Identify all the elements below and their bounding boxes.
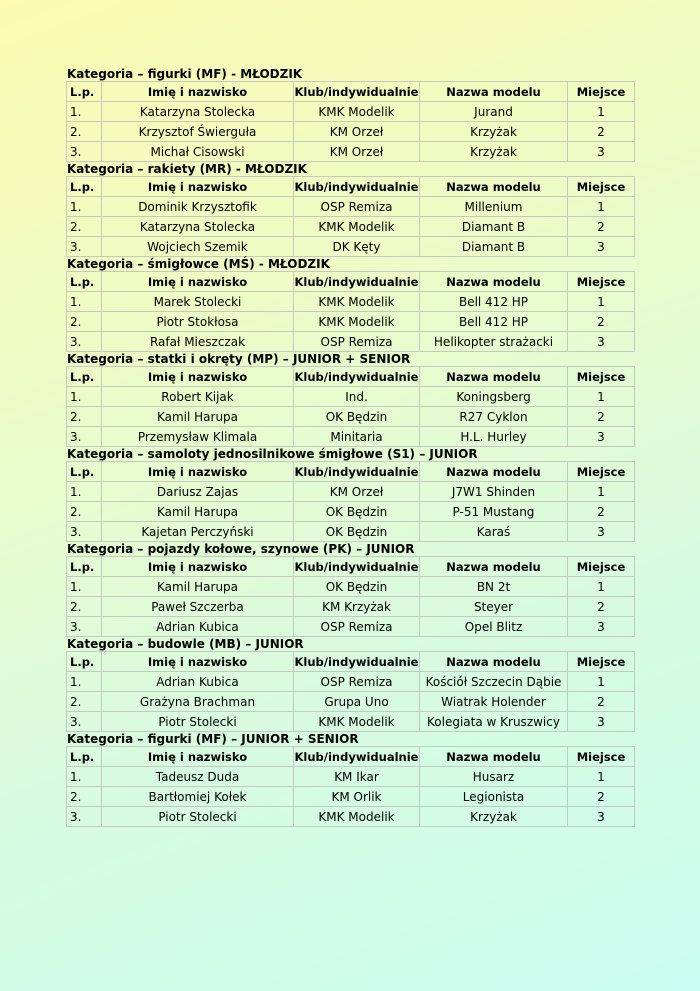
cell-club: KM Orzeł: [294, 482, 420, 502]
header-model: Nazwa modelu: [420, 82, 568, 102]
category-title: Kategoria – pojazdy kołowe, szynowe (PK) – JUNIOR: [67, 542, 415, 556]
cell-club: KMK Modelik: [294, 712, 420, 732]
table-row: [67, 197, 635, 217]
category-section: [66, 162, 634, 257]
cell-place: 1: [568, 197, 635, 217]
cell-lp: 3.: [67, 427, 102, 447]
cell-lp: 1.: [67, 482, 102, 502]
cell-place: 2: [568, 122, 635, 142]
cell-name: Michał Cisowski: [102, 142, 294, 162]
table-header-row: [67, 652, 635, 672]
cell-lp: 2.: [67, 597, 102, 617]
cell-name: Dariusz Zajas: [102, 482, 294, 502]
cell-name: Adrian Kubica: [102, 617, 294, 637]
header-club: Klub/indywidualnie: [294, 652, 420, 672]
category-title: Kategoria – figurki (MF) – JUNIOR + SENIOR: [67, 732, 359, 746]
header-club: Klub/indywidualnie: [294, 747, 420, 767]
cell-place: 2: [568, 787, 635, 807]
cell-place: 2: [568, 502, 635, 522]
header-place: Miejsce: [568, 652, 635, 672]
cell-lp: 1.: [67, 577, 102, 597]
cell-lp: 1.: [67, 387, 102, 407]
cell-place: 3: [568, 617, 635, 637]
table-row: [67, 767, 635, 787]
cell-place: 1: [568, 672, 635, 692]
cell-name: Kamil Harupa: [102, 577, 294, 597]
cell-name: Krzysztof Świerguła: [102, 122, 294, 142]
category-title: Kategoria – budowle (MB) – JUNIOR: [67, 637, 304, 651]
table-row: [67, 712, 635, 732]
category-section: [66, 637, 634, 732]
cell-lp: 2.: [67, 692, 102, 712]
cell-lp: 1.: [67, 197, 102, 217]
header-name: Imię i nazwisko: [102, 177, 294, 197]
cell-name: Paweł Szczerba: [102, 597, 294, 617]
cell-place: 1: [568, 387, 635, 407]
cell-name: Wojciech Szemik: [102, 237, 294, 257]
header-place: Miejsce: [568, 747, 635, 767]
header-lp: L.p.: [67, 82, 102, 102]
cell-club: OK Będzin: [294, 522, 420, 542]
results-table: [66, 366, 635, 447]
category-section: [66, 257, 634, 352]
cell-place: 2: [568, 407, 635, 427]
cell-club: KM Krzyżak: [294, 597, 420, 617]
cell-model: Kolegiata w Kruszwicy: [420, 712, 568, 732]
header-name: Imię i nazwisko: [102, 557, 294, 577]
table-row: [67, 672, 635, 692]
cell-model: Diamant B: [420, 217, 568, 237]
cell-name: Katarzyna Stolecka: [102, 102, 294, 122]
cell-name: Tadeusz Duda: [102, 767, 294, 787]
cell-model: R27 Cyklon: [420, 407, 568, 427]
cell-club: KM Orzeł: [294, 142, 420, 162]
cell-name: Kamil Harupa: [102, 502, 294, 522]
table-row: [67, 597, 635, 617]
cell-club: KMK Modelik: [294, 217, 420, 237]
table-row: [67, 237, 635, 257]
cell-name: Kajetan Perczyński: [102, 522, 294, 542]
table-row: [67, 427, 635, 447]
header-club: Klub/indywidualnie: [294, 82, 420, 102]
cell-place: 3: [568, 712, 635, 732]
cell-club: OSP Remiza: [294, 197, 420, 217]
table-row: [67, 787, 635, 807]
header-model: Nazwa modelu: [420, 557, 568, 577]
cell-club: KM Ikar: [294, 767, 420, 787]
header-place: Miejsce: [568, 82, 635, 102]
cell-lp: 3.: [67, 237, 102, 257]
header-place: Miejsce: [568, 272, 635, 292]
cell-lp: 3.: [67, 332, 102, 352]
results-table: [66, 556, 635, 637]
table-header-row: [67, 747, 635, 767]
header-lp: L.p.: [67, 272, 102, 292]
cell-club: OSP Remiza: [294, 332, 420, 352]
cell-model: P-51 Mustang: [420, 502, 568, 522]
cell-club: KMK Modelik: [294, 807, 420, 827]
cell-model: Kościół Szczecin Dąbie: [420, 672, 568, 692]
category-section: [66, 447, 634, 542]
cell-club: KM Orzeł: [294, 122, 420, 142]
cell-model: Krzyżak: [420, 807, 568, 827]
cell-model: Bell 412 HP: [420, 312, 568, 332]
cell-lp: 1.: [67, 767, 102, 787]
cell-model: Husarz: [420, 767, 568, 787]
header-club: Klub/indywidualnie: [294, 557, 420, 577]
cell-lp: 3.: [67, 142, 102, 162]
category-section: [66, 542, 634, 637]
table-row: [67, 312, 635, 332]
cell-place: 1: [568, 767, 635, 787]
header-name: Imię i nazwisko: [102, 652, 294, 672]
cell-lp: 2.: [67, 122, 102, 142]
cell-model: Krzyżak: [420, 142, 568, 162]
header-club: Klub/indywidualnie: [294, 272, 420, 292]
cell-club: Ind.: [294, 387, 420, 407]
table-row: [67, 332, 635, 352]
header-name: Imię i nazwisko: [102, 462, 294, 482]
table-row: [67, 522, 635, 542]
table-row: [67, 502, 635, 522]
cell-lp: 1.: [67, 672, 102, 692]
header-lp: L.p.: [67, 177, 102, 197]
table-row: [67, 142, 635, 162]
header-lp: L.p.: [67, 462, 102, 482]
cell-model: Legionista: [420, 787, 568, 807]
results-table: [66, 746, 635, 827]
category-title: Kategoria – rakiety (MR) - MŁODZIK: [67, 162, 307, 176]
cell-club: KM Orlik: [294, 787, 420, 807]
category-section: [66, 352, 634, 447]
cell-name: Bartłomiej Kołek: [102, 787, 294, 807]
cell-club: DK Kęty: [294, 237, 420, 257]
cell-name: Dominik Krzysztofik: [102, 197, 294, 217]
cell-place: 1: [568, 292, 635, 312]
cell-name: Piotr Stolecki: [102, 807, 294, 827]
cell-club: Minitaria: [294, 427, 420, 447]
cell-model: Diamant B: [420, 237, 568, 257]
cell-club: OK Będzin: [294, 502, 420, 522]
table-row: [67, 292, 635, 312]
table-header-row: [67, 177, 635, 197]
header-lp: L.p.: [67, 557, 102, 577]
table-row: [67, 122, 635, 142]
category-section: [66, 732, 634, 827]
cell-place: 3: [568, 807, 635, 827]
cell-place: 3: [568, 427, 635, 447]
category-title: Kategoria – figurki (MF) - MŁODZIK: [67, 67, 303, 81]
cell-model: Krzyżak: [420, 122, 568, 142]
header-model: Nazwa modelu: [420, 747, 568, 767]
cell-club: OK Będzin: [294, 407, 420, 427]
cell-place: 3: [568, 522, 635, 542]
cell-lp: 2.: [67, 502, 102, 522]
header-place: Miejsce: [568, 177, 635, 197]
cell-place: 1: [568, 482, 635, 502]
category-title: Kategoria – samoloty jednosilnikowe śmigłowe (S1) – JUNIOR: [67, 447, 478, 461]
header-club: Klub/indywidualnie: [294, 177, 420, 197]
cell-place: 3: [568, 237, 635, 257]
header-place: Miejsce: [568, 557, 635, 577]
cell-name: Piotr Stolecki: [102, 712, 294, 732]
table-row: [67, 217, 635, 237]
cell-name: Robert Kijak: [102, 387, 294, 407]
results-table: [66, 461, 635, 542]
header-place: Miejsce: [568, 462, 635, 482]
table-header-row: [67, 272, 635, 292]
table-row: [67, 387, 635, 407]
cell-lp: 1.: [67, 102, 102, 122]
header-club: Klub/indywidualnie: [294, 367, 420, 387]
results-table: [66, 176, 635, 257]
header-model: Nazwa modelu: [420, 462, 568, 482]
cell-club: KMK Modelik: [294, 102, 420, 122]
cell-model: Karaś: [420, 522, 568, 542]
header-model: Nazwa modelu: [420, 177, 568, 197]
cell-model: J7W1 Shinden: [420, 482, 568, 502]
results-table: [66, 271, 635, 352]
cell-model: Opel Blitz: [420, 617, 568, 637]
category-section: [66, 67, 634, 162]
cell-name: Grażyna Brachman: [102, 692, 294, 712]
header-model: Nazwa modelu: [420, 367, 568, 387]
header-lp: L.p.: [67, 747, 102, 767]
cell-club: KMK Modelik: [294, 312, 420, 332]
cell-lp: 3.: [67, 712, 102, 732]
results-table: [66, 651, 635, 732]
cell-lp: 1.: [67, 292, 102, 312]
cell-place: 2: [568, 217, 635, 237]
header-name: Imię i nazwisko: [102, 747, 294, 767]
cell-model: Jurand: [420, 102, 568, 122]
cell-club: OSP Remiza: [294, 617, 420, 637]
cell-lp: 2.: [67, 312, 102, 332]
cell-name: Piotr Stokłosa: [102, 312, 294, 332]
cell-model: Millenium: [420, 197, 568, 217]
cell-place: 1: [568, 102, 635, 122]
cell-lp: 3.: [67, 807, 102, 827]
cell-place: 3: [568, 142, 635, 162]
cell-lp: 3.: [67, 522, 102, 542]
table-row: [67, 482, 635, 502]
cell-name: Katarzyna Stolecka: [102, 217, 294, 237]
table-row: [67, 807, 635, 827]
cell-name: Marek Stolecki: [102, 292, 294, 312]
cell-club: OK Będzin: [294, 577, 420, 597]
table-row: [67, 407, 635, 427]
cell-model: H.L. Hurley: [420, 427, 568, 447]
cell-name: Rafał Mieszczak: [102, 332, 294, 352]
cell-club: Grupa Uno: [294, 692, 420, 712]
results-document: [66, 67, 634, 827]
cell-lp: 2.: [67, 787, 102, 807]
header-lp: L.p.: [67, 367, 102, 387]
category-title: Kategoria – statki i okręty (MP) – JUNIOR + SENIOR: [67, 352, 411, 366]
cell-place: 2: [568, 597, 635, 617]
header-lp: L.p.: [67, 652, 102, 672]
header-place: Miejsce: [568, 367, 635, 387]
cell-model: Wiatrak Holender: [420, 692, 568, 712]
cell-model: Bell 412 HP: [420, 292, 568, 312]
cell-place: 1: [568, 577, 635, 597]
header-model: Nazwa modelu: [420, 652, 568, 672]
cell-name: Przemysław Klimala: [102, 427, 294, 447]
cell-name: Kamil Harupa: [102, 407, 294, 427]
table-row: [67, 617, 635, 637]
table-row: [67, 692, 635, 712]
cell-lp: 2.: [67, 217, 102, 237]
cell-lp: 3.: [67, 617, 102, 637]
cell-club: OSP Remiza: [294, 672, 420, 692]
table-header-row: [67, 557, 635, 577]
table-row: [67, 102, 635, 122]
cell-model: Koningsberg: [420, 387, 568, 407]
cell-model: BN 2t: [420, 577, 568, 597]
header-name: Imię i nazwisko: [102, 82, 294, 102]
header-name: Imię i nazwisko: [102, 367, 294, 387]
results-table: [66, 81, 635, 162]
table-header-row: [67, 82, 635, 102]
cell-model: Helikopter strażacki: [420, 332, 568, 352]
cell-club: KMK Modelik: [294, 292, 420, 312]
header-name: Imię i nazwisko: [102, 272, 294, 292]
cell-place: 2: [568, 312, 635, 332]
cell-model: Steyer: [420, 597, 568, 617]
category-title: Kategoria – śmigłowce (MŚ) - MŁODZIK: [67, 257, 330, 271]
cell-name: Adrian Kubica: [102, 672, 294, 692]
table-row: [67, 577, 635, 597]
cell-place: 3: [568, 332, 635, 352]
cell-place: 2: [568, 692, 635, 712]
cell-lp: 2.: [67, 407, 102, 427]
table-header-row: [67, 462, 635, 482]
table-header-row: [67, 367, 635, 387]
header-model: Nazwa modelu: [420, 272, 568, 292]
header-club: Klub/indywidualnie: [294, 462, 420, 482]
